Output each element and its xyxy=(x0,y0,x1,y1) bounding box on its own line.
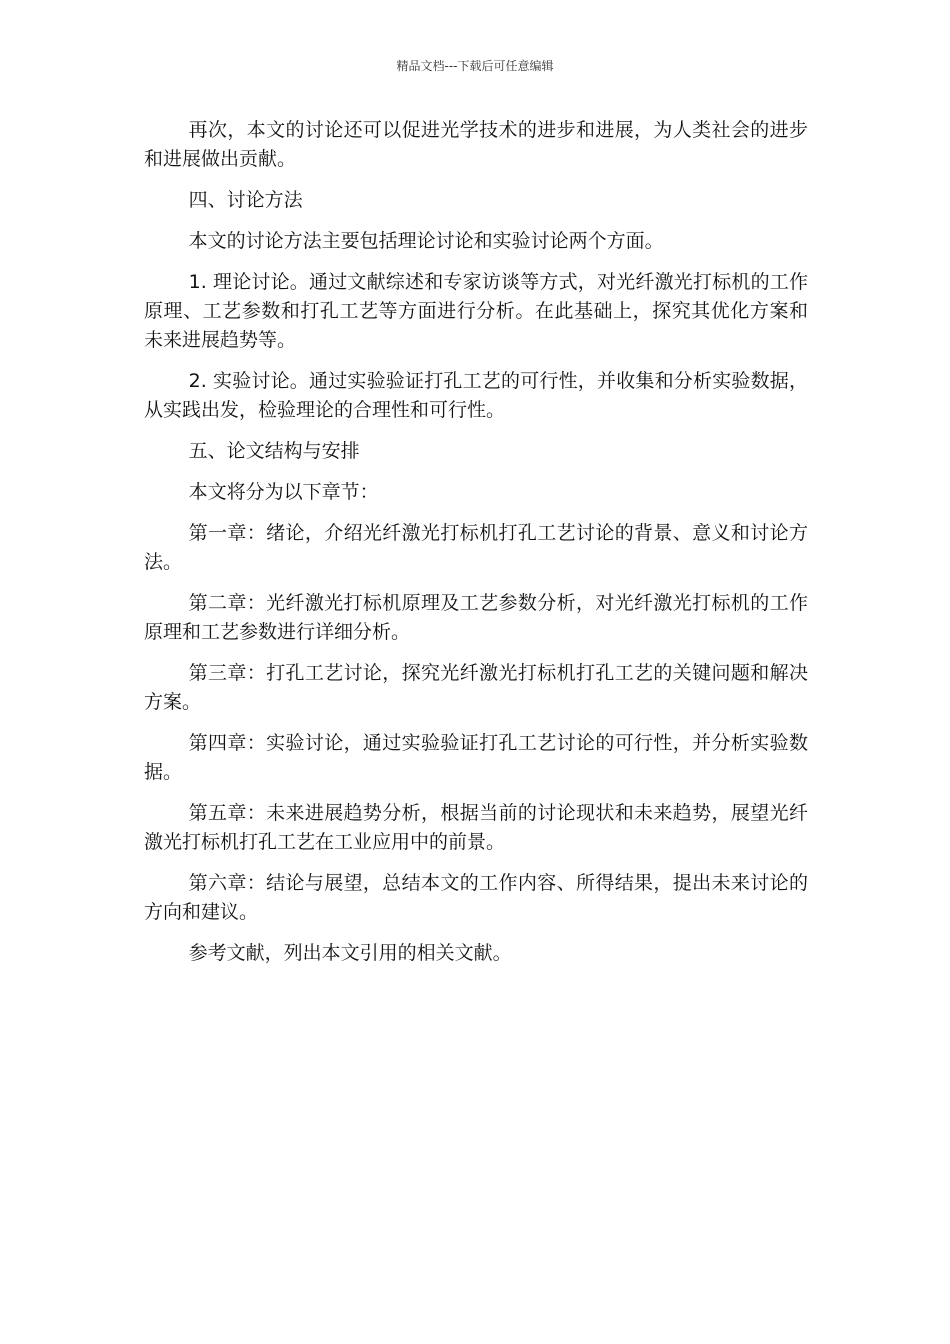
document-body xyxy=(144,116,808,980)
chapter-item-3: 第三章：打孔工艺讨论，探究光纤激光打标机打孔工艺的关键问题和解决方案。 xyxy=(144,662,808,713)
chapter-item-1: 第一章：绪论，介绍光纤激光打标机打孔工艺讨论的背景、意义和讨论方法。 xyxy=(144,522,808,573)
chapter-item-2: 第二章：光纤激光打标机原理及工艺参数分析，对光纤激光打标机的工作原理和工艺参数进行详细分析。 xyxy=(144,592,808,643)
paragraph-theory-discussion: 1. 理论讨论。通过文献综述和专家访谈等方式，对光纤激光打标机的工作原理、工艺参数和打孔工艺等方面进行分析。在此基础上，探究其优化方案和未来进展趋势等。 xyxy=(144,271,808,351)
paragraph-chapters-intro: 本文将分为以下章节： xyxy=(188,481,379,503)
chapter-item-6: 第六章：结论与展望，总结本文的工作内容、所得结果，提出未来讨论的方向和建议。 xyxy=(144,872,808,923)
paragraph-methods-overview: 本文的讨论方法主要包括理论讨论和实验讨论两个方面。 xyxy=(188,230,664,252)
section-heading-structure: 五、论文结构与安排 xyxy=(188,440,360,462)
references-item: 参考文献，列出本文引用的相关文献。 xyxy=(188,942,512,964)
paragraph-intro-contribution: 再次，本文的讨论还可以促进光学技术的进步和进展，为人类社会的进步和进展做出贡献。 xyxy=(144,119,808,170)
chapter-item-4: 第四章：实验讨论，通过实验验证打孔工艺讨论的可行性，并分析实验数据。 xyxy=(144,732,808,783)
paragraph-experiment-discussion: 2. 实验讨论。通过实验验证打孔工艺的可行性，并收集和分析实验数据，从实践出发，检验理论的合理性和可行性。 xyxy=(144,370,808,421)
chapter-item-5: 第五章：未来进展趋势分析，根据当前的讨论现状和未来趋势，展望光纤激光打标机打孔工艺在工业应用中的前景。 xyxy=(144,802,808,853)
page-header: 精品文档---下载后可任意编辑 xyxy=(396,59,554,73)
section-heading-methods: 四、讨论方法 xyxy=(188,189,303,211)
